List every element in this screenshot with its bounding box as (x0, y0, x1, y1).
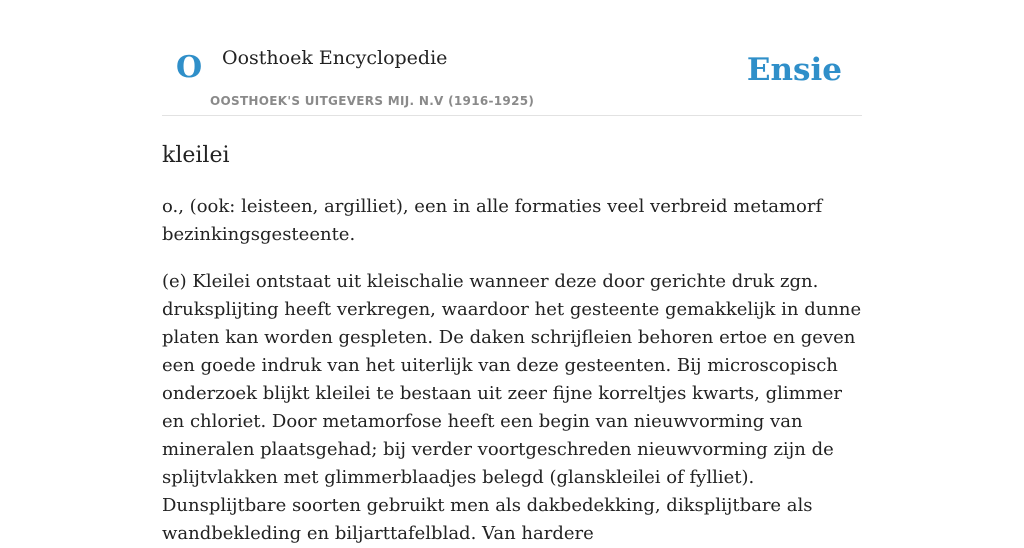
entry-paragraph: (e) Kleilei ontstaat uit kleischalie wanneer deze door gerichte druk zgn. druksplijting heeft verkregen, waardoor het gesteente gemakkelijk in dunne platen kan worden gespleten. De daken schrijfleien behoren ertoe en geven een goede indruk van het uiterlijk van deze gesteenten. Bij microscopisch onderzoek blijkt kleilei te bestaan uit zeer fijne korreltjes kwarts, glimmer en chloriet. Door metamorfose heeft een begin van nieuwvorming van mineralen plaatsgehad; bij verder voortgeschreden nieuwvorming zijn de splijtvlakken met glimmerblaadjes belegd (glanskleilei of fylliet). Dunsplijtbare soorten gebruikt men als dakbedekking, diksplijtbare als wandbekleding en biljarttafelblad. Van hardere (162, 271, 862, 544)
entry-title: kleilei (162, 143, 230, 168)
book-subtitle: OOSTHOEK'S UITGEVERS MIJ. N.V (1916-1925) (210, 94, 535, 108)
book-logo-icon[interactable]: O (176, 50, 203, 85)
ensie-logo[interactable]: Ensie (746, 52, 842, 88)
book-title[interactable]: Oosthoek Encyclopedie (222, 47, 448, 69)
content-container (162, 0, 862, 548)
entry-paragraph: o., (ook: leisteen, argilliet), een in alle formaties veel verbreid metamorf bezinkingsgesteente. (162, 196, 823, 245)
header (162, 0, 862, 116)
